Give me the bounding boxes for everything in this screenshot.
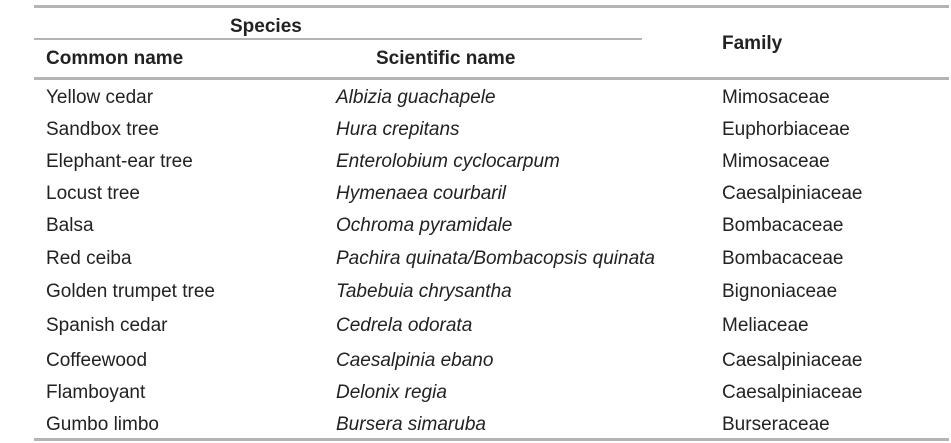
family-cell: Caesalpiniaceae	[722, 350, 863, 371]
scientific-name-cell: Cedrela odorata	[336, 315, 473, 336]
common-name-cell: Flamboyant	[46, 382, 146, 403]
scientific-name-cell: Ochroma pyramidale	[336, 215, 513, 236]
family-cell: Bignoniaceae	[722, 281, 838, 302]
common-name-header: Common name	[46, 48, 184, 69]
family-cell: Caesalpiniaceae	[722, 183, 863, 204]
common-name-cell: Elephant-ear tree	[46, 151, 193, 172]
common-name-cell: Sandbox tree	[46, 119, 160, 140]
family-cell: Euphorbiaceae	[722, 119, 850, 140]
family-cell: Burseraceae	[722, 414, 830, 435]
family-cell: Bombacaceae	[722, 215, 844, 236]
scientific-name-cell: Albizia guachapele	[336, 87, 496, 108]
family-cell: Caesalpiniaceae	[722, 382, 863, 403]
scientific-name-cell: Delonix regia	[336, 382, 447, 403]
common-name-cell: Red ceiba	[46, 248, 132, 269]
common-name-cell: Locust tree	[46, 183, 140, 204]
species-group-header: Species	[230, 16, 302, 37]
scientific-name-cell: Caesalpinia ebano	[336, 350, 494, 371]
family-cell: Mimosaceae	[722, 87, 830, 108]
common-name-cell: Gumbo limbo	[46, 414, 159, 435]
family-cell: Meliaceae	[722, 315, 809, 336]
scientific-name-cell: Tabebuia chrysantha	[336, 281, 512, 302]
scientific-name-header: Scientific name	[376, 48, 516, 69]
table-bottom-rule	[34, 438, 949, 441]
common-name-cell: Coffeewood	[46, 350, 148, 371]
scientific-name-cell: Hymenaea courbaril	[336, 183, 507, 204]
scientific-name-cell: Bursera simaruba	[336, 414, 486, 435]
common-name-cell: Golden trumpet tree	[46, 281, 215, 302]
family-cell: Bombacaceae	[722, 248, 844, 269]
family-header: Family	[722, 33, 783, 54]
family-cell: Mimosaceae	[722, 151, 830, 172]
common-name-cell: Yellow cedar	[46, 87, 154, 108]
scientific-name-cell: Hura crepitans	[336, 119, 460, 140]
common-name-cell: Spanish cedar	[46, 315, 168, 336]
scientific-name-cell: Enterolobium cyclocarpum	[336, 151, 560, 172]
scientific-name-cell: Pachira quinata/Bombacopsis quinata	[336, 248, 655, 269]
common-name-cell: Balsa	[46, 215, 94, 236]
